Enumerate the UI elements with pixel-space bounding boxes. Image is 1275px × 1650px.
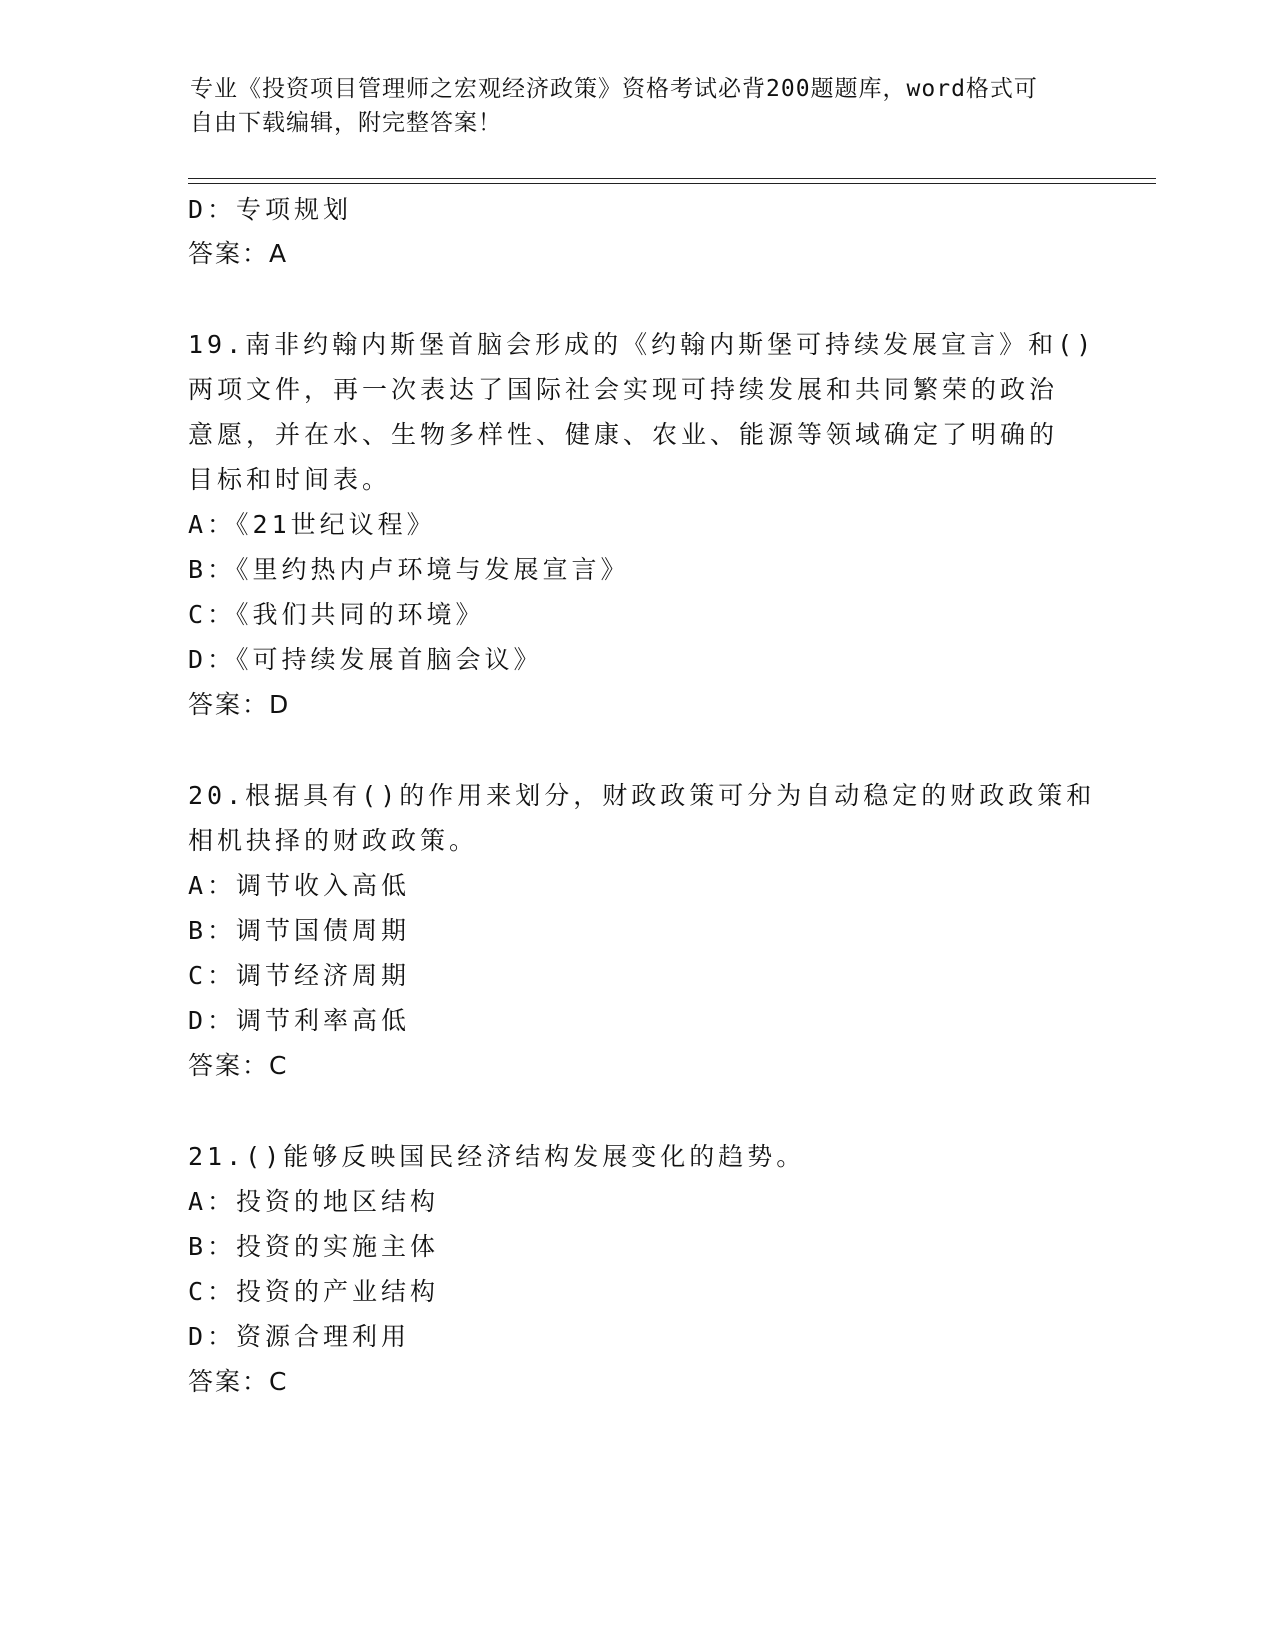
q19-stem-line-2: 两项文件，再一次表达了国际社会实现可持续发展和共同繁荣的政治: [188, 375, 1059, 404]
q21-option-c: C：投资的产业结构: [188, 1277, 440, 1306]
q20-answer: 答案：C: [188, 1051, 289, 1080]
q21-answer: 答案：C: [188, 1367, 289, 1396]
header-rule-top: [188, 178, 1156, 179]
prev-option-d: D：专项规划: [188, 195, 353, 224]
q20-option-a: A：调节收入高低: [188, 871, 411, 900]
q19-option-d: D：《可持续发展首脑会议》: [188, 645, 543, 674]
q21-option-a: A：投资的地区结构: [188, 1187, 440, 1216]
q19-option-c: C：《我们共同的环境》: [188, 600, 485, 629]
document-header: [190, 72, 1090, 140]
q20-option-b: B：调节国债周期: [188, 916, 411, 945]
q20-stem-line-1: 20.根据具有()的作用来划分，财政政策可分为自动稳定的财政政策和: [188, 781, 1096, 810]
header-line-1: 专业《投资项目管理师之宏观经济政策》资格考试必背200题题库，word格式可: [190, 76, 1038, 102]
q21-option-d: D：资源合理利用: [188, 1322, 411, 1351]
q20-stem-line-2: 相机抉择的财政政策。: [188, 826, 479, 855]
q20-option-c: C：调节经济周期: [188, 961, 411, 990]
q19-stem-line-4: 目标和时间表。: [188, 465, 392, 494]
q19-option-a: A：《21世纪议程》: [188, 510, 436, 539]
header-line-2: 自由下载编辑，附完整答案！: [190, 110, 502, 136]
prev-answer: 答案：A: [188, 239, 289, 268]
q20-option-d: D：调节利率高低: [188, 1006, 411, 1035]
q19-stem-line-1: 19.南非约翰内斯堡首脑会形成的《约翰内斯堡可持续发展宣言》和(): [188, 330, 1096, 359]
q19-answer: 答案：D: [188, 690, 291, 719]
q19-stem-line-3: 意愿，并在水、生物多样性、健康、农业、能源等领域确定了明确的: [188, 420, 1059, 449]
q21-stem-line-1: 21.()能够反映国民经济结构发展变化的趋势。: [188, 1142, 806, 1171]
header-rule-bottom: [188, 183, 1156, 184]
q21-option-b: B：投资的实施主体: [188, 1232, 440, 1261]
q19-option-b: B：《里约热内卢环境与发展宣言》: [188, 555, 630, 584]
